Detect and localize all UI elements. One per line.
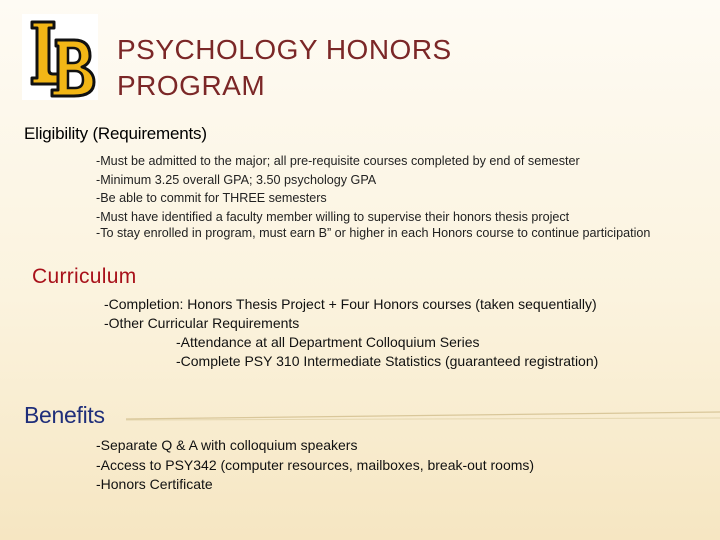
benefits-item: -Honors Certificate [96,476,213,492]
decorative-divider [126,410,720,422]
curriculum-item: -Other Curricular Requirements [104,315,300,331]
curriculum-item: -Completion: Honors Thesis Project + Four Honors courses (taken sequentially) [104,296,597,312]
title-line-1: PSYCHOLOGY HONORS [117,34,452,65]
benefits-item: -Separate Q & A with colloquium speakers [96,437,358,453]
curriculum-heading: Curriculum [32,265,137,288]
eligibility-item: -Must be admitted to the major; all pre-requisite courses completed by end of semester [96,154,580,168]
benefits-list [96,436,534,495]
page-title [117,32,452,104]
benefits-heading: Benefits [24,402,105,428]
lb-logo [22,14,98,100]
eligibility-item: -To stay enrolled in program, must earn B” or higher in each Honors course to continue participation [96,226,651,240]
benefits-item: -Access to PSY342 (computer resources, mailboxes, break-out rooms) [96,456,535,473]
eligibility-heading: Eligibility (Requirements) [24,124,207,143]
curriculum-sub-item: -Attendance at all Department Colloquium Series [176,334,480,350]
curriculum-list [104,295,598,371]
eligibility-list [96,152,652,241]
eligibility-item: -Minimum 3.25 overall GPA; 3.50 psychology GPA [96,172,377,187]
title-line-2: PROGRAM [117,70,266,101]
curriculum-sub-item: -Complete PSY 310 Intermediate Statistics (guaranteed registration) [176,353,599,369]
eligibility-item: -Be able to commit for THREE semesters [96,191,327,205]
eligibility-item: -Must have identified a faculty member willing to supervise their honors thesis project [96,209,570,224]
